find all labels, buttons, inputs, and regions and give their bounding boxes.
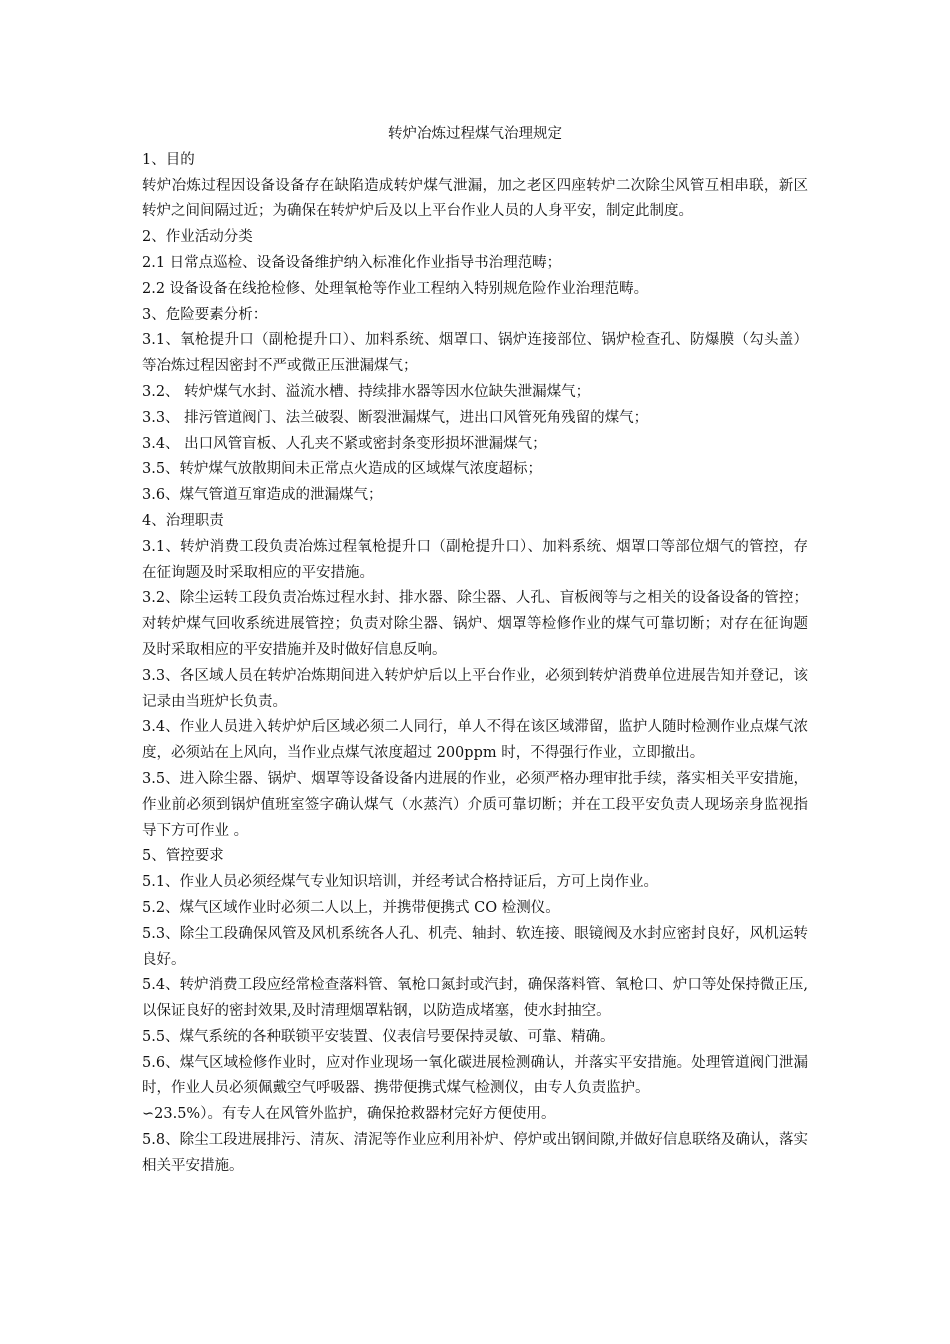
paragraph: 3.2、除尘运转工段负责冶炼过程水封、排水器、除尘器、人孔、盲板阀等与之相关的设备设备的管控；对转炉煤气回收系统进展管控；负责对除尘器、锅炉、烟罩等检修作业的煤气可靠切断；对存在征询题及时采取相应的平安措施并及时做好信息反响。 [142,590,808,658]
paragraph: 5.3、除尘工段确保风管及风机系统各人孔、机壳、轴封、软连接、眼镜阀及水封应密封良好，风机运转良好。 [142,925,808,968]
paragraph: 5.6、煤气区域检修作业时，应对作业现场一氧化碳进展检测确认，并落实平安措施。处理管道阀门泄漏时，作业人员必须佩戴空气呼吸器、携带便携式煤气检测仪，由专人负责监护。 [142,1054,808,1097]
paragraph: 3.4、 出口风管盲板、人孔夹不紧或密封条变形损坏泄漏煤气； [142,435,547,452]
paragraph: 4、治理职责 [142,512,224,529]
paragraph: 5.5、煤气系统的各种联锁平安装置、仪表信号要保持灵敏、可靠、精确。 [142,1028,615,1045]
paragraph: 3.4、作业人员进入转炉炉后区域必须二人同行，单人不得在该区域滞留，监护人随时检测作业点煤气浓度，必须站在上风向，当作业点煤气浓度超过 200ppm 时，不得强行作业，立即撤出。 [142,719,808,762]
paragraph: 2、作业活动分类 [142,229,253,246]
document-page [142,122,808,1180]
paragraph: 3、危险要素分析： [142,306,268,323]
paragraph: 转炉冶炼过程因设备设备存在缺陷造成转炉煤气泄漏，加之老区四座转炉二次除尘风管互相串联，新区转炉之间间隔过近；为确保在转炉炉后及以上平台作业人员的人身平安，制定此制度。 [142,177,808,220]
paragraph: 2.1 日常点巡检、设备设备维护纳入标准化作业指导书治理范畴； [142,254,562,271]
paragraph: 5.1、作业人员必须经煤气专业知识培训，并经考试合格持证后，方可上岗作业。 [142,874,659,891]
paragraph: 3.3、 排污管道阀门、法兰破裂、断裂泄漏煤气，进出口风管死角残留的煤气； [142,409,649,426]
paragraph: 1、目的 [142,151,195,168]
paragraph: 5.8、除尘工段进展排污、清灰、清泥等作业应利用补炉、停炉或出钢间隙,并做好信息联络及确认，落实相关平安措施。 [142,1132,808,1174]
paragraph: 3.5、进入除尘器、锅炉、烟罩等设备设备内进展的作业，必须严格办理审批手续，落实相关平安措施，作业前必须到锅炉值班室签字确认煤气（水蒸汽）介质可靠切断；并在工段平安负责人现场亲身监视指导下方可作业 。 [142,770,808,839]
paragraph: 5.4、转炉消费工段应经常检查落料管、氧枪口氮封或汽封，确保落料管、氧枪口、炉口等处保持微正压,以保证良好的密封效果,及时清理烟罩粘钢，以防造成堵塞，使水封抽空。 [142,977,808,1020]
paragraph: 5、管控要求 [142,848,224,865]
paragraph: 5.2、煤气区域作业时必须二人以上，并携带便携式 CO 检测仪。 [142,899,560,916]
paragraph: 3.2、 转炉煤气水封、溢流水槽、持续排水器等因水位缺失泄漏煤气； [142,383,591,400]
paragraph: 3.5、转炉煤气放散期间未正常点火造成的区域煤气浓度超标； [142,461,543,478]
paragraph: 3.1、氧枪提升口（副枪提升口）、加料系统、烟罩口、锅炉连接部位、锅炉检查孔、防爆膜（勾头盖）等冶炼过程因密封不严或微正压泄漏煤气； [142,332,808,375]
paragraph: ∽23.5%）。有专人在风管外监护，确保抢救器材完好方便使用。 [142,1106,556,1123]
paragraph: 3.6、煤气管道互窜造成的泄漏煤气； [142,487,383,504]
document-title: 转炉冶炼过程煤气治理规定 [388,126,562,142]
paragraph: 3.3、各区域人员在转炉冶炼期间进入转炉炉后以上平台作业，必须到转炉消费单位进展告知并登记，该记录由当班炉长负责。 [142,667,808,710]
paragraph: 2.2 设备设备在线抢检修、处理氧枪等作业工程纳入特别规危险作业治理范畴。 [142,280,649,297]
paragraph: 3.1、转炉消费工段负责冶炼过程氧枪提升口（副枪提升口）、加料系统、烟罩口等部位烟气的管控，存在征询题及时采取相应的平安措施。 [142,538,808,581]
